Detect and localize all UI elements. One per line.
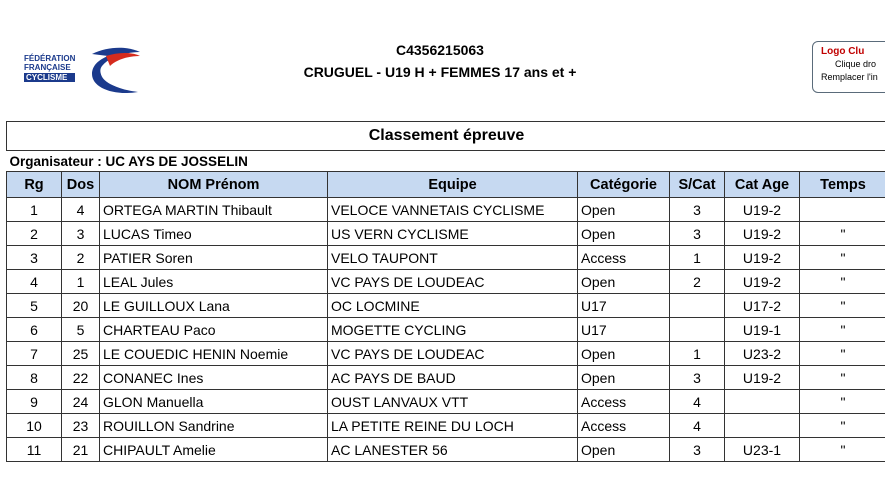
cell-age-cat: U19-2 — [725, 366, 800, 390]
cell-category: Open — [578, 366, 670, 390]
cell-rank: 3 — [7, 246, 62, 270]
cell-team: VELO TAUPONT — [328, 246, 578, 270]
race-title: CRUGUEL - U19 H + FEMMES 17 ans et + — [303, 64, 577, 80]
cell-age-cat: U23-2 — [725, 342, 800, 366]
cell-subcat: 3 — [670, 222, 725, 246]
logo-line-cyclisme: CYCLISME — [24, 73, 75, 82]
cell-subcat: 3 — [670, 198, 725, 222]
cell-category: Access — [578, 390, 670, 414]
cell-name: ROUILLON Sandrine — [100, 414, 328, 438]
cell-subcat: 4 — [670, 414, 725, 438]
table-row — [7, 318, 885, 342]
col-header-name: NOM Prénom — [100, 172, 328, 198]
cell-time: " — [800, 390, 885, 414]
cell-category: Open — [578, 198, 670, 222]
col-header-subcat: S/Cat — [670, 172, 725, 198]
cell-name: LE COUEDIC HENIN Noemie — [100, 342, 328, 366]
cell-time — [800, 198, 885, 222]
cell-age-cat: U19-1 — [725, 318, 800, 342]
cell-category: Open — [578, 222, 670, 246]
cell-team: VC PAYS DE LOUDEAC — [328, 270, 578, 294]
cell-rank: 7 — [7, 342, 62, 366]
cell-time: " — [800, 246, 885, 270]
table-row — [7, 366, 885, 390]
cell-age-cat: U19-2 — [725, 222, 800, 246]
cell-name: GLON Manuella — [100, 390, 328, 414]
table-row — [7, 270, 885, 294]
race-code: C4356215063 — [396, 42, 484, 58]
cell-rank: 11 — [7, 438, 62, 462]
cell-subcat: 2 — [670, 270, 725, 294]
cell-bib: 1 — [62, 270, 100, 294]
cell-team: AC LANESTER 56 — [328, 438, 578, 462]
cell-rank: 10 — [7, 414, 62, 438]
col-header-age-cat: Cat Age — [725, 172, 800, 198]
cell-subcat: 4 — [670, 390, 725, 414]
cell-bib: 21 — [62, 438, 100, 462]
table-row — [7, 222, 885, 246]
col-header-team: Equipe — [328, 172, 578, 198]
cell-age-cat: U19-2 — [725, 198, 800, 222]
club-logo-label: Logo Clu — [821, 46, 865, 57]
cell-time: " — [800, 270, 885, 294]
cell-category: Open — [578, 270, 670, 294]
cell-time: " — [800, 342, 885, 366]
cell-team: AC PAYS DE BAUD — [328, 366, 578, 390]
cell-bib: 23 — [62, 414, 100, 438]
cell-name: LE GUILLOUX Lana — [100, 294, 328, 318]
cell-subcat — [670, 318, 725, 342]
ffc-logo — [18, 44, 143, 98]
cell-name: CHARTEAU Paco — [100, 318, 328, 342]
table-row — [7, 246, 885, 270]
cell-name: CHIPAULT Amelie — [100, 438, 328, 462]
cell-time: " — [800, 294, 885, 318]
cell-rank: 4 — [7, 270, 62, 294]
table-caption: Classement épreuve — [7, 122, 885, 151]
cell-team: MOGETTE CYCLING — [328, 318, 578, 342]
cell-subcat: 1 — [670, 342, 725, 366]
table-row — [7, 390, 885, 414]
table-row — [7, 294, 885, 318]
cell-name: CONANEC Ines — [100, 366, 328, 390]
cell-time: " — [800, 414, 885, 438]
club-logo-hint-2: Remplacer l'in — [821, 72, 878, 82]
cell-age-cat: U17-2 — [725, 294, 800, 318]
cell-subcat — [670, 294, 725, 318]
cell-rank: 9 — [7, 390, 62, 414]
cell-bib: 24 — [62, 390, 100, 414]
cell-team: VC PAYS DE LOUDEAC — [328, 342, 578, 366]
report-header — [240, 41, 640, 81]
table-header-row — [7, 172, 885, 198]
cell-subcat: 1 — [670, 246, 725, 270]
cell-time: " — [800, 222, 885, 246]
cell-team: LA PETITE REINE DU LOCH — [328, 414, 578, 438]
cell-age-cat: U19-2 — [725, 270, 800, 294]
cell-bib: 25 — [62, 342, 100, 366]
cell-rank: 8 — [7, 366, 62, 390]
cell-time: " — [800, 366, 885, 390]
cell-subcat: 3 — [670, 438, 725, 462]
cell-category: U17 — [578, 294, 670, 318]
cell-rank: 6 — [7, 318, 62, 342]
table-row — [7, 438, 885, 462]
cell-category: Access — [578, 414, 670, 438]
col-header-bib: Dos — [62, 172, 100, 198]
ffc-swoosh-icon — [88, 44, 144, 98]
cell-age-cat: U19-2 — [725, 246, 800, 270]
cell-bib: 5 — [62, 318, 100, 342]
table-row — [7, 414, 885, 438]
cell-rank: 1 — [7, 198, 62, 222]
cell-rank: 5 — [7, 294, 62, 318]
cell-bib: 20 — [62, 294, 100, 318]
cell-time: " — [800, 318, 885, 342]
col-header-category: Catégorie — [578, 172, 670, 198]
cell-age-cat: U23-1 — [725, 438, 800, 462]
table-row — [7, 342, 885, 366]
logo-line-francaise: FRANÇAISE — [24, 63, 71, 72]
cell-team: OC LOCMINE — [328, 294, 578, 318]
results-table — [6, 121, 885, 462]
cell-time: " — [800, 438, 885, 462]
cell-rank: 2 — [7, 222, 62, 246]
cell-team: VELOCE VANNETAIS CYCLISME — [328, 198, 578, 222]
club-logo-placeholder[interactable] — [812, 41, 885, 93]
cell-bib: 22 — [62, 366, 100, 390]
cell-name: ORTEGA MARTIN Thibault — [100, 198, 328, 222]
col-header-rank: Rg — [7, 172, 62, 198]
col-header-time: Temps — [800, 172, 885, 198]
cell-name: PATIER Soren — [100, 246, 328, 270]
cell-team: OUST LANVAUX VTT — [328, 390, 578, 414]
cell-team: US VERN CYCLISME — [328, 222, 578, 246]
logo-line-federation: FÉDÉRATION — [24, 54, 76, 63]
cell-name: LEAL Jules — [100, 270, 328, 294]
cell-bib: 4 — [62, 198, 100, 222]
cell-category: Open — [578, 342, 670, 366]
cell-bib: 2 — [62, 246, 100, 270]
club-logo-hint: Clique dro — [835, 59, 877, 69]
cell-bib: 3 — [62, 222, 100, 246]
cell-category: Access — [578, 246, 670, 270]
cell-category: U17 — [578, 318, 670, 342]
table-row — [7, 198, 885, 222]
cell-name: LUCAS Timeo — [100, 222, 328, 246]
cell-age-cat — [725, 414, 800, 438]
cell-age-cat — [725, 390, 800, 414]
cell-subcat: 3 — [670, 366, 725, 390]
cell-category: Open — [578, 438, 670, 462]
organiser-line: Organisateur : UC AYS DE JOSSELIN — [9, 153, 248, 169]
